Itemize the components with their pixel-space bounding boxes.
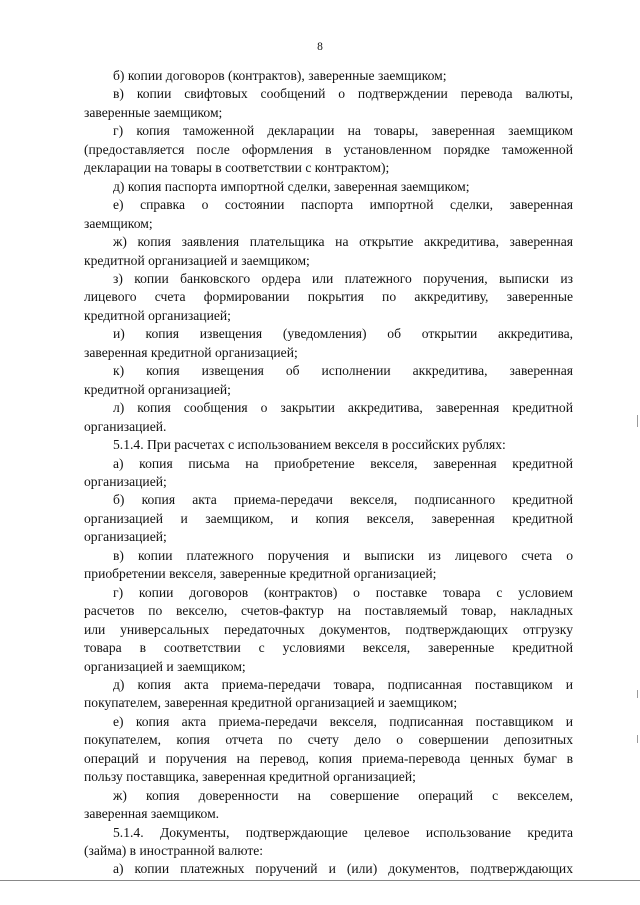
text-line: в) копии платежного поручения и выписки из лицевого счета о	[113, 547, 573, 563]
text-line: б) копии договоров (контрактов), заверенные заемщиком;	[113, 68, 447, 83]
text-line: товара в соответствии с условиями векселя, заверенные кредитной	[84, 640, 573, 656]
text-line: г) копия таможенной декларации на товары, заверенная заемщиком	[113, 123, 573, 139]
text-line: к) копия извещения об исполнении аккредитива, заверенная	[113, 363, 573, 379]
text-line: заверенная кредитной организацией;	[84, 344, 298, 360]
page-number: 8	[317, 41, 323, 53]
text-line: организацией;	[84, 473, 167, 489]
text-line: в) копии свифтовых сообщений о подтверждении перевода валюты,	[113, 86, 573, 102]
scan-edge-mark	[637, 735, 638, 743]
text-line: заемщиком;	[84, 215, 153, 231]
text-line: и) копия извещения (уведомления) об открытии аккредитива,	[113, 326, 573, 342]
text-line: приобретении векселя, заверенные кредитной организацией;	[84, 566, 437, 582]
text-line: л) копия сообщения о закрытии аккредитива, заверенная кредитной	[113, 400, 573, 416]
text-line: ж) копия доверенности на совершение операций с векселем,	[113, 787, 573, 803]
text-line: организацией.	[84, 418, 167, 434]
text-line: или универсальных передаточных документов, подтверждающих отгрузку	[84, 621, 573, 637]
text-line: организацией и заемщиком, и копия векселя, заверенная кредитной	[84, 510, 573, 526]
text-line: ж) копия заявления плательщика на открытие аккредитива, заверенная	[113, 234, 573, 250]
text-line: г) копии договоров (контрактов) о поставке товара с условием	[113, 584, 573, 600]
text-line: а) копия письма на приобретение векселя, заверенная кредитной	[113, 455, 573, 471]
scan-edge-mark	[637, 415, 638, 427]
text-line: а) копии платежных поручений и (или) документов, подтверждающих	[113, 861, 573, 877]
text-line: б) копия акта приема-передачи векселя, подписанного кредитной	[113, 492, 573, 508]
text-line: д) копия акта приема-передачи товара, подписанная поставщиком и	[113, 676, 573, 692]
text-line: кредитной организацией и заемщиком;	[84, 252, 310, 268]
text-line: заверенная заемщиком.	[84, 806, 220, 822]
text-line: организацией;	[84, 529, 167, 545]
scan-edge-mark	[637, 690, 638, 698]
text-line: покупателем, заверенная кредитной организацией и заемщиком;	[84, 695, 458, 711]
text-line: организацией и заемщиком;	[84, 658, 246, 674]
text-line: е) копия акта приема-передачи векселя, подписанная поставщиком и	[113, 713, 573, 729]
text-line: расчетов по векселю, счетов-фактур на поставляемый товар, накладных	[84, 603, 573, 619]
text-line: 5.1.4. Документы, подтверждающие целевое использование кредита	[113, 824, 573, 840]
text-line: покупателем, копия отчета по счету дело о совершении депозитных	[84, 732, 573, 748]
text-line: (предоставляется после оформления в установленном порядке таможенной	[84, 141, 573, 157]
text-line: з) копии банковского ордера или платежного поручения, выписки из	[113, 270, 573, 286]
text-line: (займа) в иностранной валюте:	[84, 843, 264, 859]
text-line: д) копия паспорта импортной сделки, заверенная заемщиком;	[113, 178, 470, 194]
text-line: е) справка о состоянии паспорта импортной сделки, заверенная	[113, 197, 573, 213]
text-line: 5.1.4. При расчетах с использованием векселя в российских рублях:	[113, 437, 506, 453]
page-bottom-edge	[0, 880, 640, 881]
text-line: кредитной организацией;	[84, 307, 231, 323]
document-body	[84, 67, 573, 879]
text-line: декларации на товары в соответствии с контрактом);	[84, 160, 390, 176]
text-line: лицевого счета формировании покрытия по аккредитиву, заверенные	[84, 289, 573, 305]
text-line: операций и поручения на перевод, копия приема-перевода ценных бумаг в	[84, 750, 573, 766]
text-line: пользу поставщика, заверенная кредитной организацией;	[84, 769, 416, 785]
text-line: кредитной организацией;	[84, 381, 231, 397]
text-line: заверенные заемщиком;	[84, 104, 223, 120]
